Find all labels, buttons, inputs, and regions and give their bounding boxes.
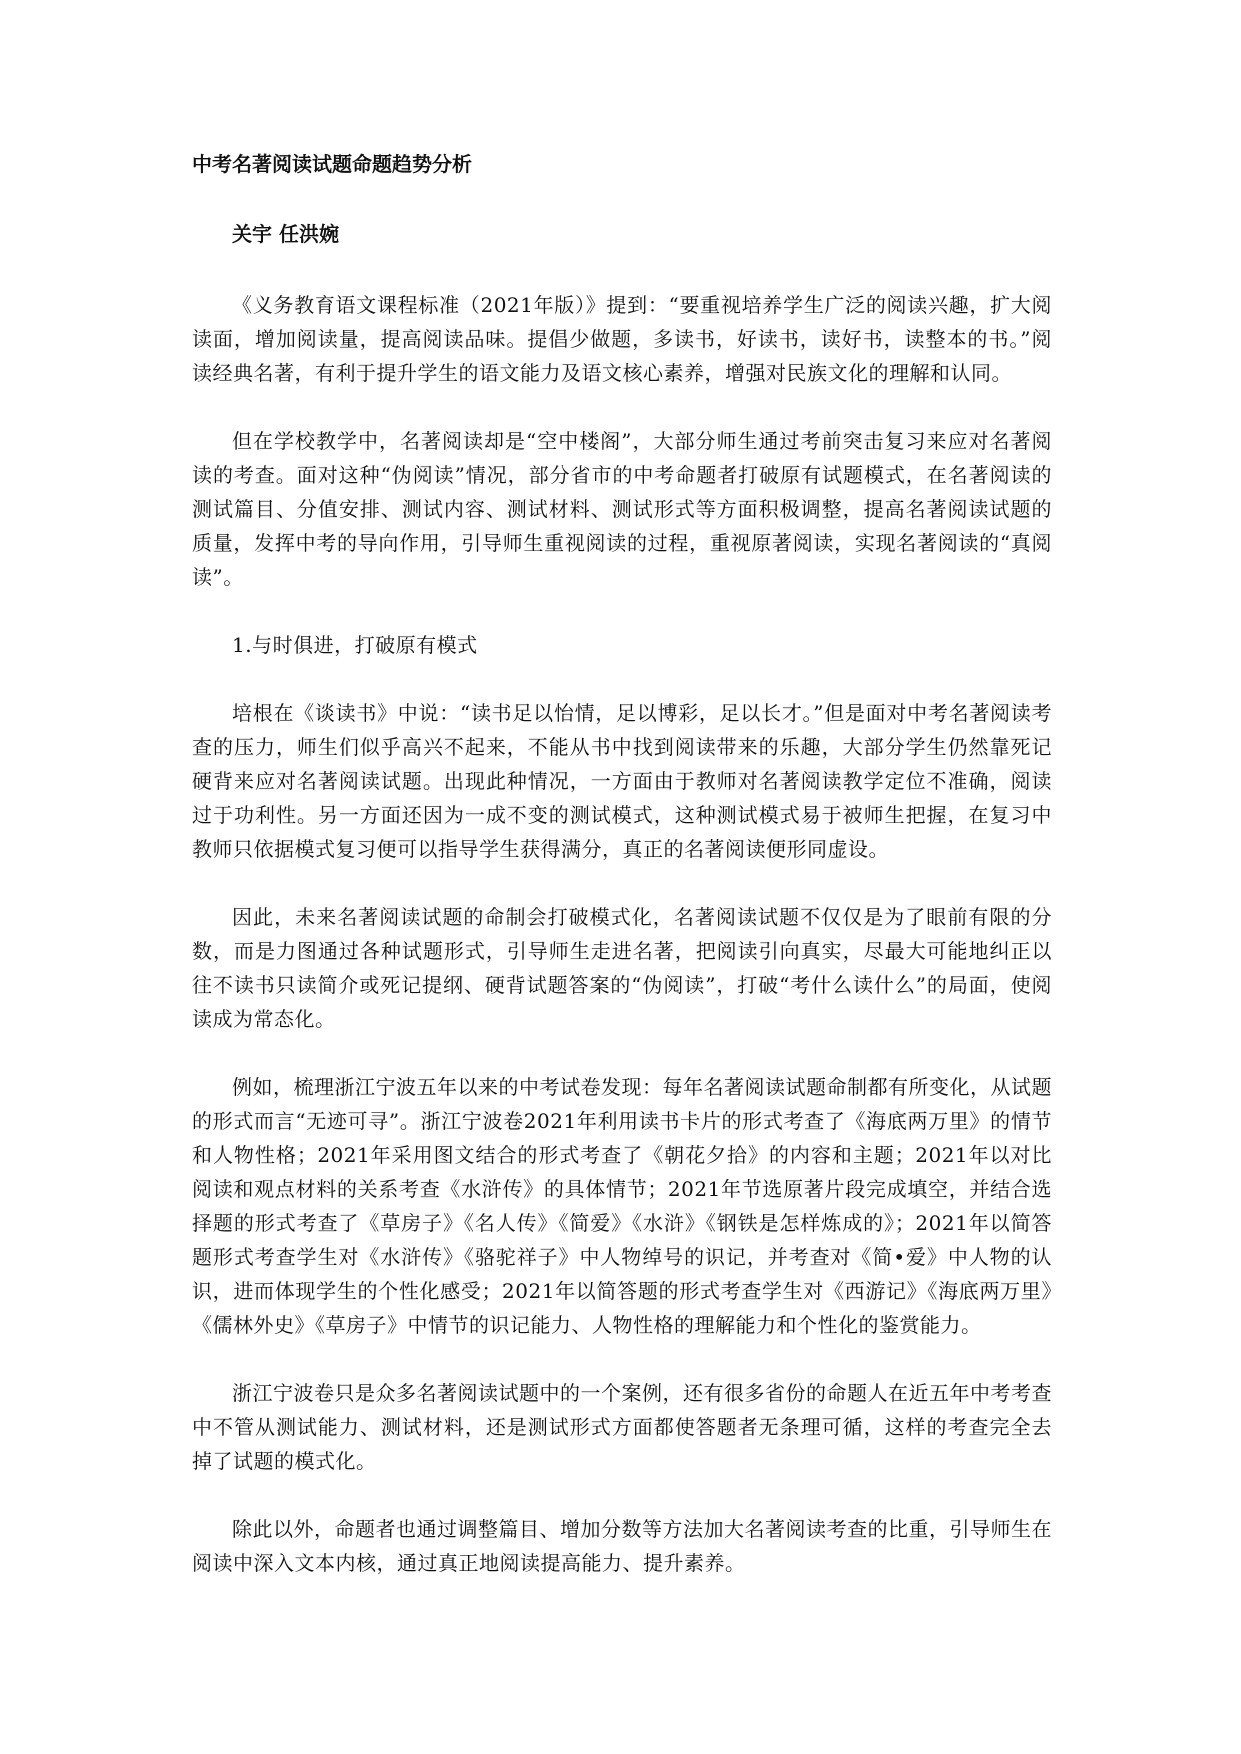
article-authors: 关宇 任洪婉 [232, 222, 339, 246]
article-title: 中考名著阅读试题命题趋势分析 [192, 152, 472, 176]
section-heading: 1.与时俱进，打破原有模式 [232, 633, 478, 657]
paragraph-6: 浙江宁波卷只是众多名著阅读试题中的一个案例，还有很多省份的命题人在近五年中考考查中不管从测试能力、测试材料，还是测试形式方面都使答题者无条理可循，这样的考查完全去掉了试题的模式化。 [192, 1381, 1052, 1473]
paragraph-1: 《义务教育语文课程标准（2021年版）》提到：“要重视培养学生广泛的阅读兴趣，扩大阅读面，增加阅读量，提高阅读品味。提倡少做题，多读书，好读书，读好书，读整本的书。”阅读经典名著，有利于提升学生的语文能力及语文核心素养，增强对民族文化的理解和认同。 [192, 293, 1052, 385]
document-page [192, 148, 1052, 1614]
paragraph-4: 因此，未来名著阅读试题的命制会打破模式化，名著阅读试题不仅仅是为了眼前有限的分数，而是力图通过各种试题形式，引导师生走进名著，把阅读引向真实，尽最大可能地纠正以往不读书只读简介或死记提纲、硬背试题答案的“伪阅读”，打破“考什么读什么”的局面，使阅读成为常态化。 [192, 905, 1052, 1031]
paragraph-2: 但在学校教学中，名著阅读却是“空中楼阁”，大部分师生通过考前突击复习来应对名著阅读的考查。面对这种“伪阅读”情况，部分省市的中考命题者打破原有试题模式，在名著阅读的测试篇目、分值安排、测试内容、测试材料、测试形式等方面积极调整，提高名著阅读试题的质量，发挥中考的导向作用，引导师生重视阅读的过程，重视原著阅读，实现名著阅读的“真阅读”。 [192, 429, 1052, 589]
paragraph-5: 例如，梳理浙江宁波五年以来的中考试卷发现：每年名著阅读试题命制都有所变化，从试题的形式而言“无迹可寻”。浙江宁波卷2021年利用读书卡片的形式考查了《海底两万里》的情节和人物性格；2021年采用图文结合的形式考查了《朝花夕拾》的内容和主题；2021年以对比阅读和观点材料的关系考查《水浒传》的具体情节；2021年节选原著片段完成填空，并结合选择题的形式考查了《草房子》《名人传》《简爱》《水浒》《钢铁是怎样炼成的》；2021年以简答题形式考查学生对《水浒传》《骆驼祥子》中人物绰号的识记，并考查对《简•爱》中人物的认识，进而体现学生的个性化感受；2021年以简答题的形式考查学生对《西游记》《海底两万里》《儒林外史》《草房子》中情节的识记能力、人物性格的理解能力和个性化的鉴赏能力。 [192, 1075, 1052, 1337]
paragraph-3: 培根在《谈读书》中说：“读书足以怡情，足以博彩，足以长才。”但是面对中考名著阅读考查的压力，师生们似乎高兴不起来，不能从书中找到阅读带来的乐趣，大部分学生仍然靠死记硬背来应对名著阅读试题。出现此种情况，一方面由于教师对名著阅读教学定位不准确，阅读过于功利性。另一方面还因为一成不变的测试模式，这种测试模式易于被师生把握，在复习中教师只依据模式复习便可以指导学生获得满分，真正的名著阅读便形同虚设。 [192, 701, 1052, 861]
paragraph-7: 除此以外，命题者也通过调整篇目、增加分数等方法加大名著阅读考查的比重，引导师生在阅读中深入文本内核，通过真正地阅读提高能力、提升素养。 [192, 1517, 1052, 1575]
